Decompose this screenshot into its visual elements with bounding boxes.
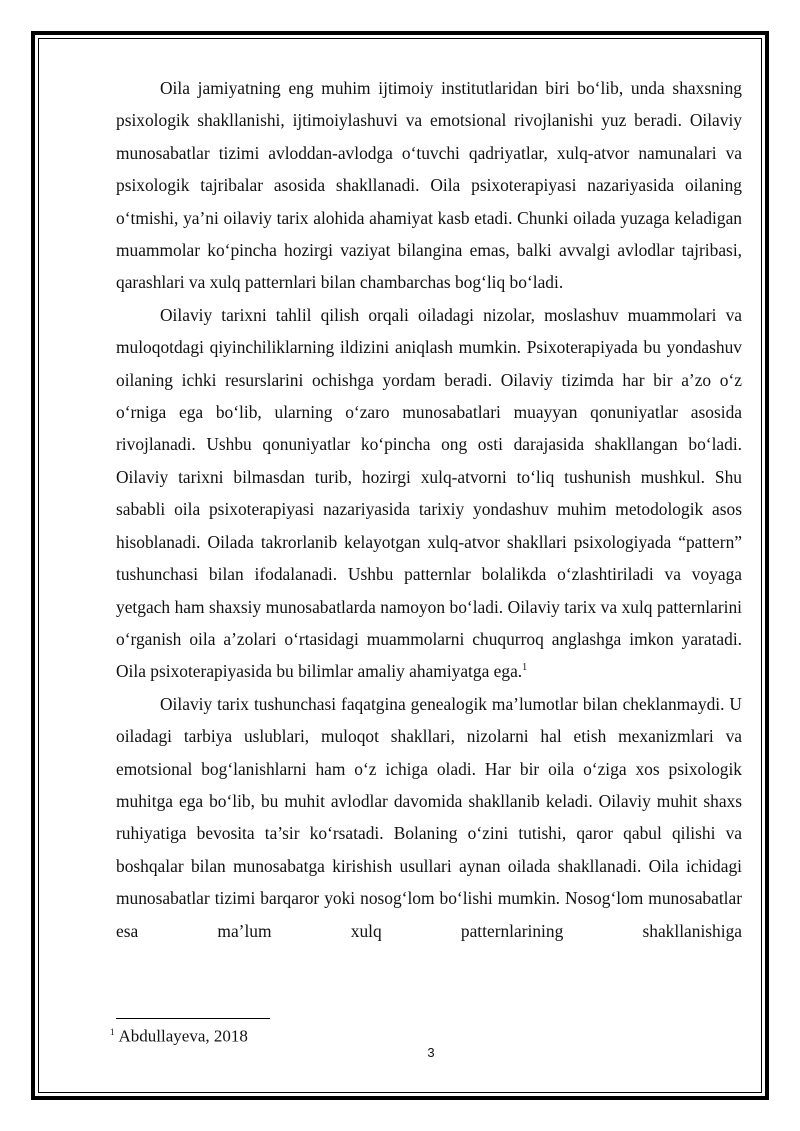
page-number: 3 bbox=[427, 1045, 435, 1060]
footnote-text: Abdullayeva, 2018 bbox=[118, 1026, 248, 1046]
paragraph-2 bbox=[116, 299, 742, 688]
paragraph-1: Oila jamiyatning eng muhim ijtimoiy institutlaridan biri bo‘lib, unda shaxsning psixologik shakllanishi, ijtimoiylashuvi va emotsional rivojlanishi yuz beradi. Oilaviy munosabatlar tizimi avloddan-avlodga o‘tuvchi qadriyatlar, xulq-atvor namunalari va psixologik tajribalar asosida shakllanadi. Oila psixoterapiyasi nazariyasida oilaning o‘tmishi, ya’ni oilaviy tarix alohida ahamiyat kasb etadi. Chunki oilada yuzaga keladigan muammolar ko‘pincha hozirgi vaziyat bilangina emas, balki avvalgi avlodlar tajribasi, qarashlari va xulq patternlari bilan chambarchas bog‘liq bo‘ladi. bbox=[116, 78, 742, 293]
footnote-separator bbox=[116, 1018, 270, 1019]
footnote-reference[interactable]: 1 bbox=[522, 662, 528, 674]
body-text bbox=[116, 72, 742, 947]
footnote-mark: 1 bbox=[110, 1027, 115, 1037]
paragraph-3: Oilaviy tarix tushunchasi faqatgina genealogik ma’lumotlar bilan cheklanmaydi. U oiladagi tarbiya uslublari, muloqot shakllari, nizolarni hal etish mexanizmlari va emotsional bog‘lanishlarni ham o‘z ichiga oladi. Har bir oila o‘ziga xos psixologik muhitga ega bo‘lib, bu muhit avlodlar davomida shakllanib keladi. Oilaviy muhit shaxs ruhiyatiga bevosita ta’sir ko‘rsatadi. Bolaning o‘zini tutishi, qaror qabul qilishi va boshqalar bilan munosabatga kirishish usullari aynan oilada shakllanadi. Oila ichidagi munosabatlar tizimi barqaror yoki nosog‘lom bo‘lishi mumkin. Nosog‘lom munosabatlar esa ma’lum xulq patternlarining shakllanishiga bbox=[116, 693, 742, 941]
footnote bbox=[110, 1021, 248, 1048]
paragraph-2-text: Oilaviy tarixni tahlil qilish orqali oiladagi nizolar, moslashuv muammolari va muloqotdagi qiyinchiliklarning ildizini aniqlash mumkin. Psixoterapiyada bu yondashuv oilaning ichki resurslarini ochishga yordam beradi. Oilaviy tizimda har bir a’zo o‘z o‘rniga ega bo‘lib, ularning o‘zaro munosabatlari muayyan qonuniyatlar asosida rivojlanadi. Ushbu qonuniyatlar ko‘pincha ong osti darajasida shakllangan bo‘ladi. Oilaviy tarixni bilmasdan turib, hozirgi xulq-atvorni to‘liq tushunish mushkul. Shu sababli oila psixoterapiyasi nazariyasida tarixiy yondashuv muhim metodologik asos hisoblanadi. Oilada takrorlanib kelayotgan xulq-atvor shakllari psixologiyada “pattern” tushunchasi bilan ifodalanadi. Ushbu patternlar bolalikda o‘zlashtiriladi va voyaga yetgach ham shaxsiy munosabatlarda namoyon bo‘ladi. Oilaviy tarix va xulq patternlarini o‘rganish oila a’zolari o‘rtasidagi muammolarni chuqurroq anglashga imkon yaratadi. Oila psixoterapiyasida bu bilimlar amaliy ahamiyatga ega. bbox=[116, 304, 742, 682]
